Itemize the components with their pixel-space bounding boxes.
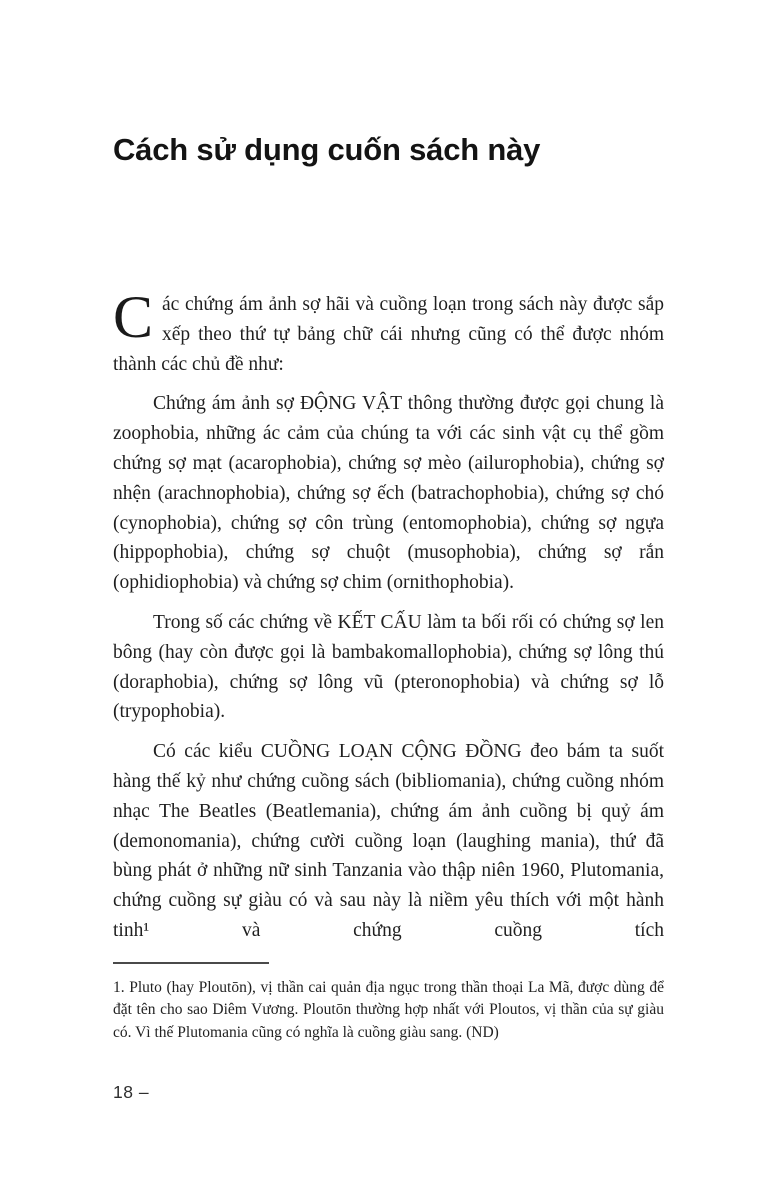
- chapter-title: Cách sử dụng cuốn sách này: [113, 132, 541, 167]
- body-text: [113, 284, 664, 946]
- paragraph-texture-phobias: Trong số các chứng về KẾT CẤU làm ta bối rối có chứng sợ len bông (hay còn được gọi là bambakomallophobia), chứng sợ lông thú (doraphobia), chứng sợ lông vũ (pteronophobia) và chứng sợ lỗ (trypophobia).: [113, 611, 664, 723]
- footnote-block: [113, 962, 664, 1045]
- paragraph-intro: [113, 284, 664, 379]
- paragraph-intro-text: ác chứng ám ảnh sợ hãi và cuồng loạn trong sách này được sắp xếp theo thứ tự bảng chữ cái nhưng cũng có thể được nhóm thành các chủ đề như:: [113, 294, 664, 375]
- footnote-text: 1. Pluto (hay Ploutōn), vị thần cai quản địa ngục trong thần thoại La Mã, được dùng để đặt tên cho sao Diêm Vương. Ploutōn thường hợp nhất với Ploutos, vị thần của sự giàu có. Vì thế Plutomania cũng có nghĩa là cuồng giàu sang. (ND): [113, 978, 664, 1041]
- page-number: 18 –: [113, 1082, 150, 1102]
- footnote-divider: [113, 962, 269, 964]
- paragraph-community-manias: Có các kiểu CUỒNG LOẠN CỘNG ĐỒNG đeo bám ta suốt hàng thế kỷ như chứng cuồng sách (bibliomania), chứng cuồng nhóm nhạc The Beatles (Beatlemania), chứng ám ảnh cuồng bị quỷ ám (demonomania), chứng cười cuồng loạn (laughing mania), thứ đã bùng phát ở những nữ sinh Tanzania vào thập niên 1960, Plutomania, chứng cuồng sự giàu có và sau này là niềm yêu thích với một hành tinh¹ và chứng cuồng tích: [113, 741, 664, 941]
- dropcap-letter: C: [113, 284, 154, 350]
- paragraph-animal-phobias: Chứng ám ảnh sợ ĐỘNG VẬT thông thường được gọi chung là zoophobia, những ác cảm của chúng ta với các sinh vật cụ thể gồm chứng sợ mạt (acarophobia), chứng sợ mèo (ailurophobia), chứng sợ nhện (arachnophobia), chứng sợ ếch (batrachophobia), chứng sợ chó (cynophobia), chứng sợ côn trùng (entomophobia), chứng sợ ngựa (hippophobia), chứng sợ chuột (musophobia), chứng sợ rắn (ophidiophobia) và chứng sợ chim (ornithophobia).: [113, 393, 664, 594]
